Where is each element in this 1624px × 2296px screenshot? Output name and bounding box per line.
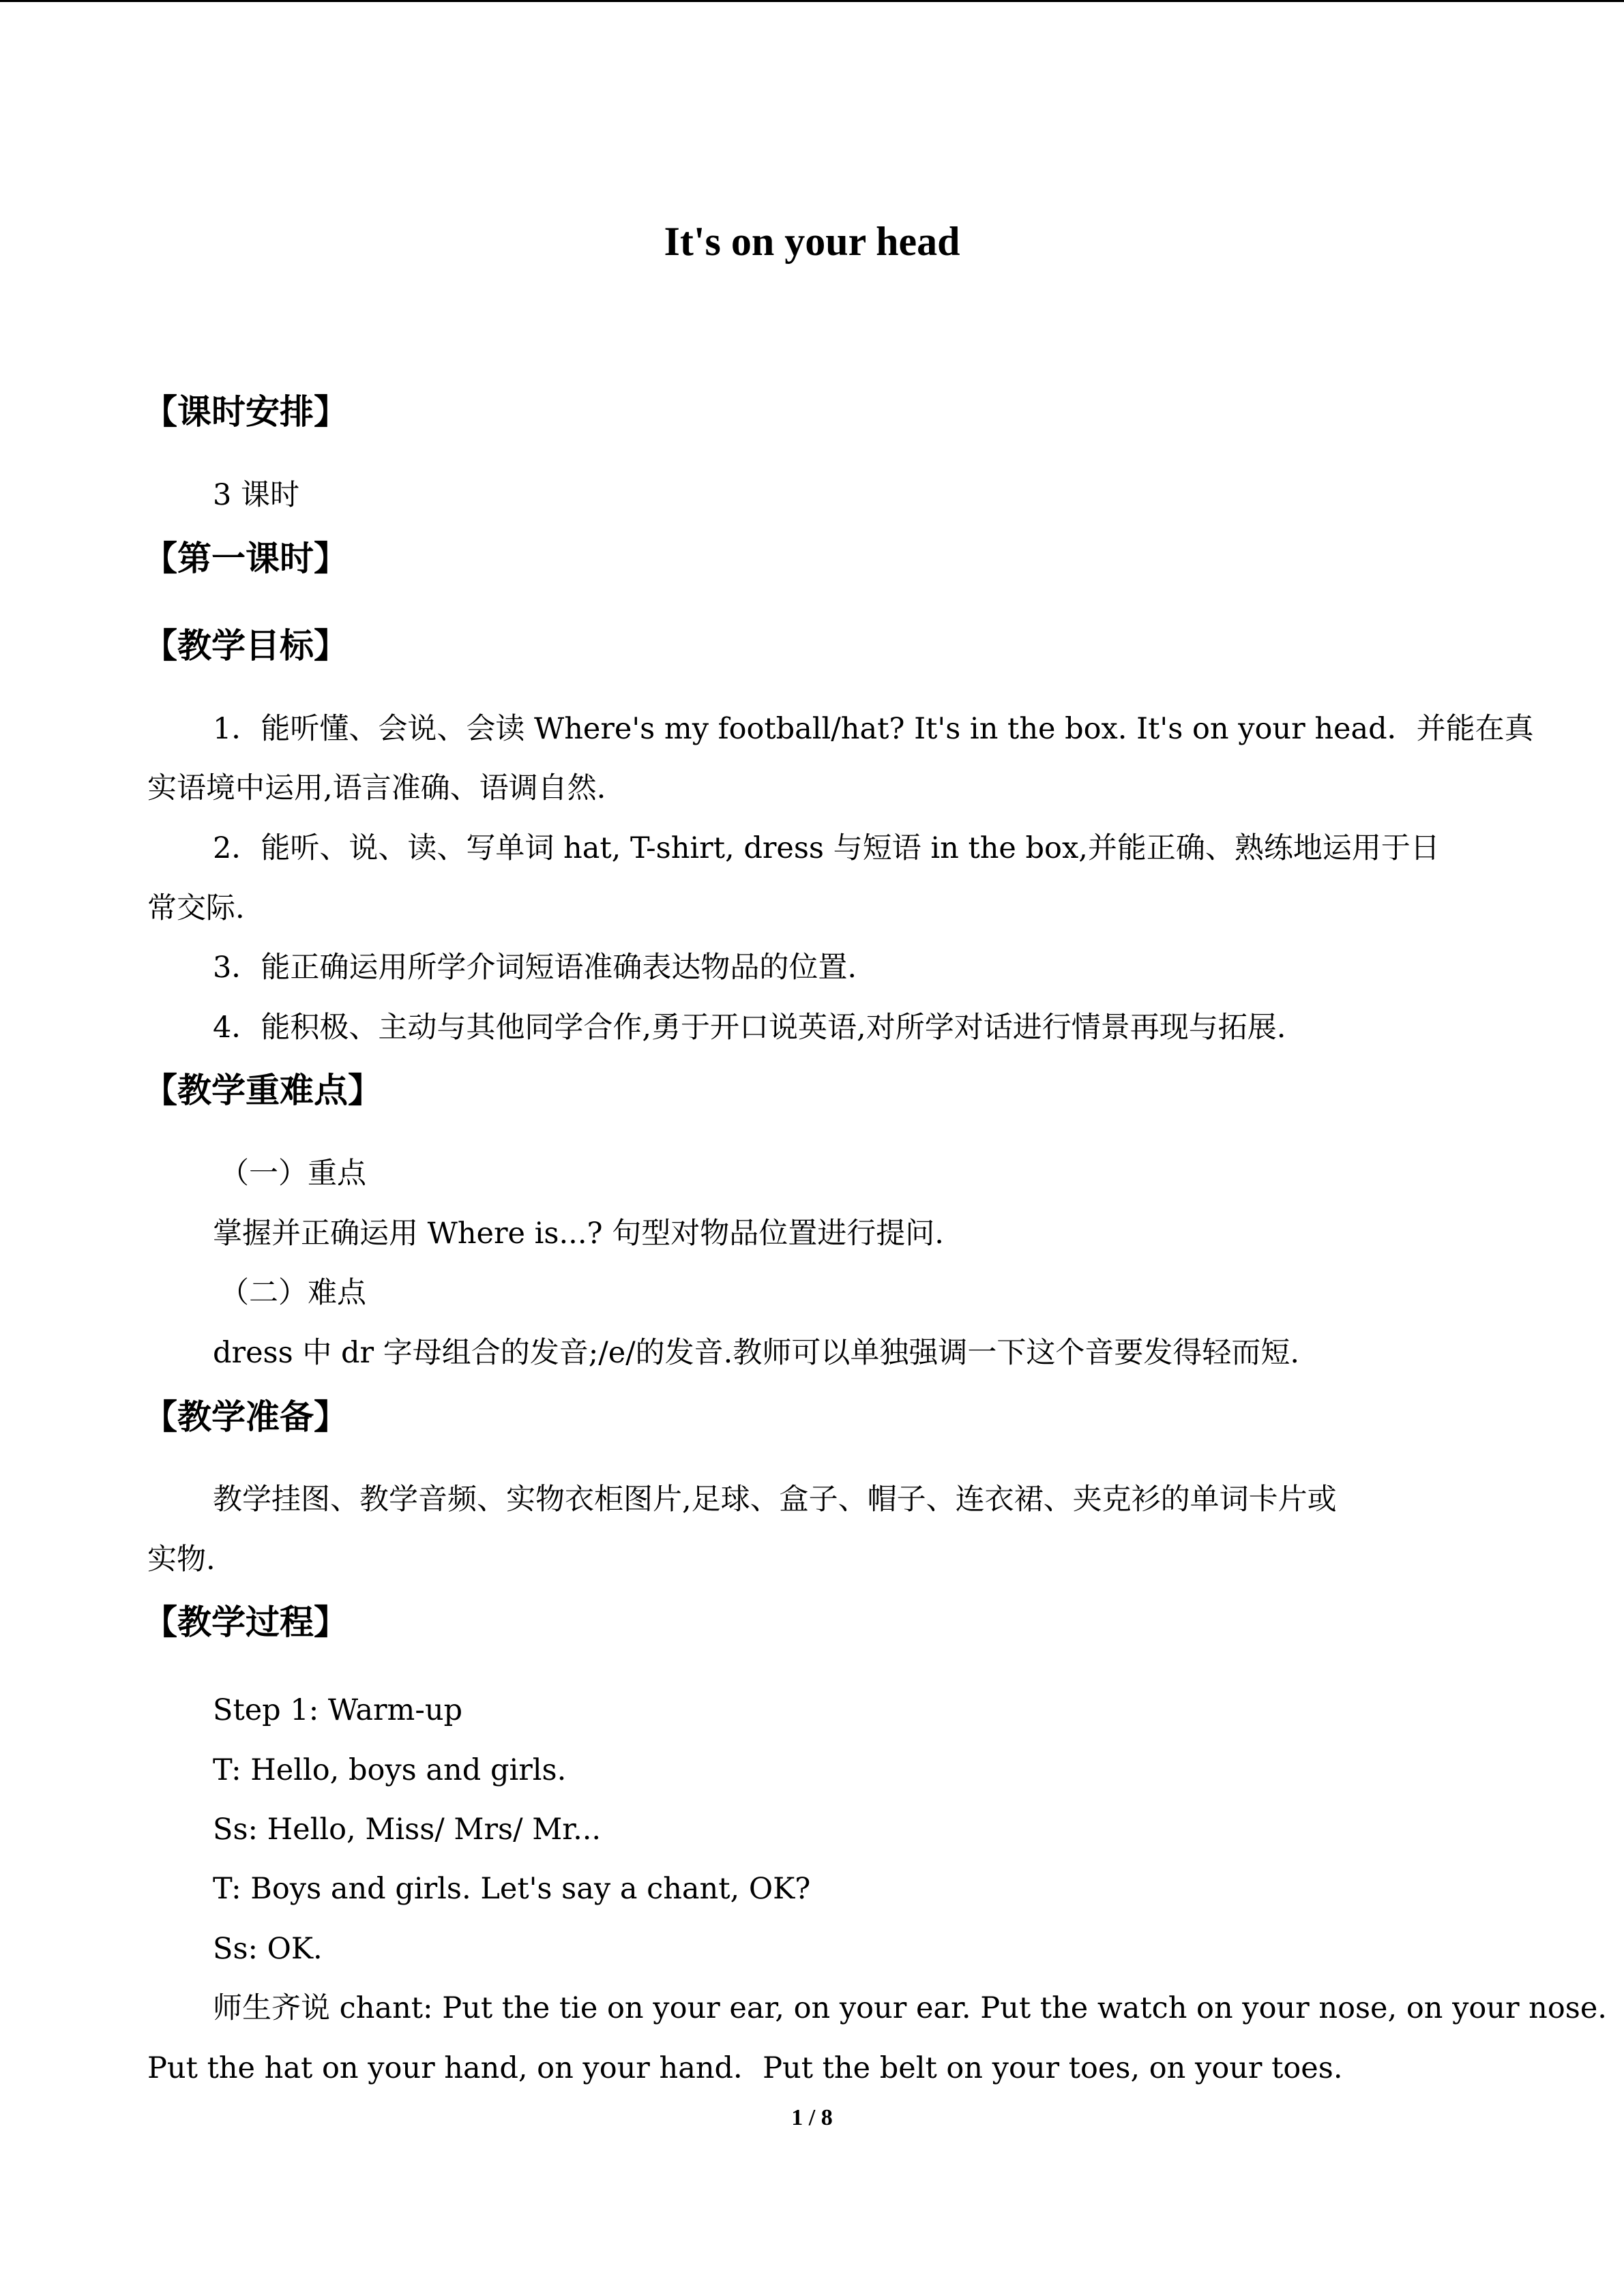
section-heading-first-lesson: 【第一课时】 bbox=[143, 539, 348, 578]
objective-line-2: 2．能听、说、读、写单词 hat, T-shirt, dress 与短语 in the box,并能正确、熟练地运用于日 bbox=[213, 831, 1440, 865]
section-heading-objectives: 【教学目标】 bbox=[143, 626, 348, 666]
key-point-label: （一）重点 bbox=[220, 1157, 366, 1191]
page-top-border bbox=[0, 0, 1624, 2]
process-line: T: Hello, boys and girls. bbox=[213, 1753, 567, 1787]
objective-line-3: 3．能正确运用所学介词短语准确表达物品的位置. bbox=[213, 951, 857, 985]
page-number: 1 / 8 bbox=[791, 2105, 833, 2130]
document-title: It's on your head bbox=[664, 219, 960, 264]
process-line: 师生齐说 chant: Put the tie on your ear, on your ear. Put the watch on your nose, on your nose. bbox=[213, 1991, 1607, 2025]
process-line: Ss: OK. bbox=[213, 1932, 323, 1966]
objective-line-2-cont: 常交际. bbox=[147, 891, 245, 925]
objective-line-1-cont: 实语境中运用,语言准确、语调自然. bbox=[147, 771, 606, 805]
difficulty-label: （二）难点 bbox=[220, 1276, 366, 1310]
process-line: Ss: Hello, Miss/ Mrs/ Mr... bbox=[213, 1813, 602, 1847]
section-heading-key-points: 【教学重难点】 bbox=[143, 1071, 382, 1110]
difficulty-text: dress 中 dr 字母组合的发音;/e/的发音.教师可以单独强调一下这个音要发得轻而短. bbox=[213, 1336, 1299, 1370]
objective-line-4: 4．能积极、主动与其他同学合作,勇于开口说英语,对所学对话进行情景再现与拓展. bbox=[213, 1011, 1286, 1045]
process-line: T: Boys and girls. Let's say a chant, OK? bbox=[213, 1872, 811, 1906]
section-heading-preparation: 【教学准备】 bbox=[143, 1397, 348, 1437]
objective-line-1: 1．能听懂、会说、会读 Where's my football/hat? It's in the box. It's on your head．并能在真 bbox=[213, 712, 1534, 746]
process-line: Put the hat on your hand, on your hand．Put the belt on your toes, on your toes. bbox=[147, 2051, 1343, 2085]
section-heading-schedule: 【课时安排】 bbox=[143, 392, 348, 432]
process-line: Step 1: Warm-up bbox=[213, 1693, 463, 1727]
preparation-line-1: 教学挂图、教学音频、实物衣柜图片,足球、盒子、帽子、连衣裙、夹克衫的单词卡片或 bbox=[213, 1482, 1337, 1517]
section-heading-process: 【教学过程】 bbox=[143, 1602, 348, 1642]
key-point-text: 掌握并正确运用 Where is...? 句型对物品位置进行提问. bbox=[213, 1217, 944, 1251]
schedule-line: 3 课时 bbox=[213, 478, 300, 512]
preparation-line-2: 实物. bbox=[147, 1542, 216, 1577]
